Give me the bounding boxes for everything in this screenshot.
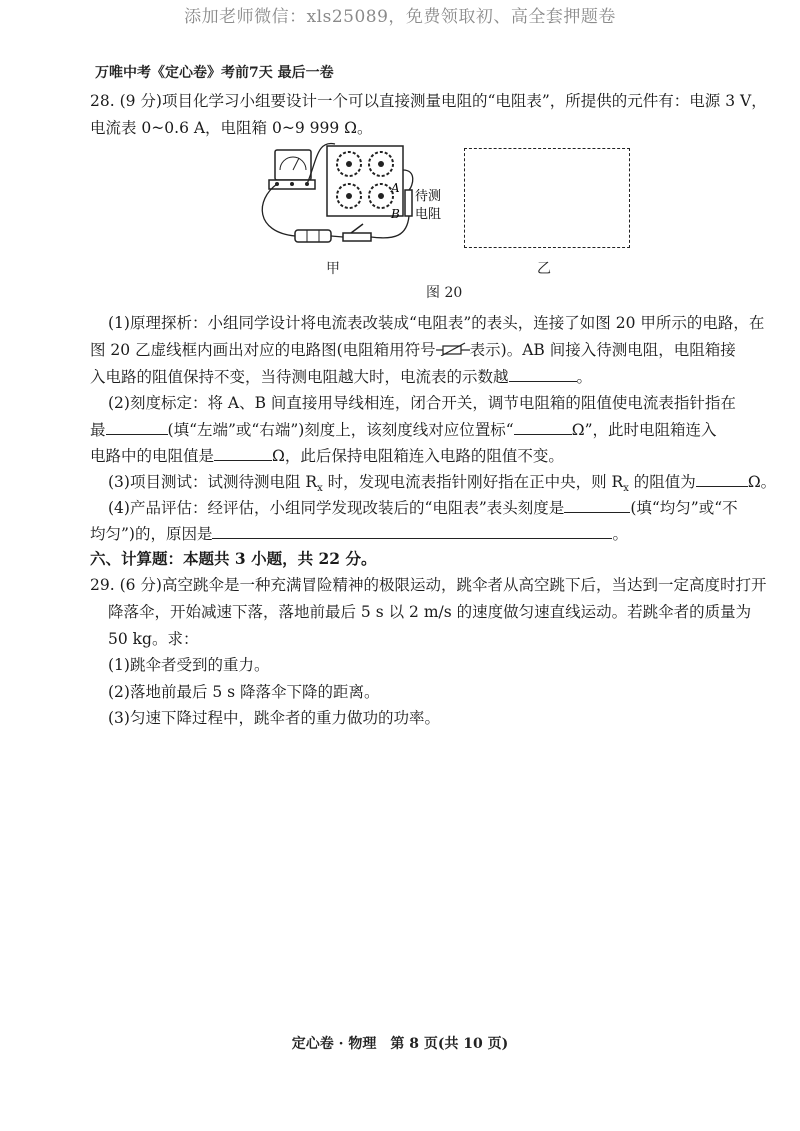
resistance-box-symbol-icon bbox=[436, 342, 470, 356]
answer-blank-7 bbox=[212, 523, 612, 539]
q29-line2: 降落伞，开始减速下落，落地前最后 5 s 以 2 m/s 的速度做匀速直线运动。若跳伞者的质量为 bbox=[108, 603, 752, 621]
q29-sub1: (1)跳伞者受到的重力。 bbox=[108, 656, 270, 674]
q28-p3-line: (3)项目测试：试测待测电阻 $R_x$ 时，发现电流表指针刚好指在正中央，则 $R_x$ 的阻值为 Ω。 bbox=[108, 473, 777, 495]
q28-p1-line3: 入电路的阻值保持不变，当待测电阻越大时，电流表的示数越 。 bbox=[90, 368, 593, 386]
q29-sub3: (3)匀速下降过程中，跳伞者的重力做功的功率。 bbox=[108, 709, 440, 727]
q28-p2-line3: 电路中的电阻值是 Ω，此后保持电阻箱连入电路的阻值不变。 bbox=[90, 447, 564, 465]
q28-line1: 28. (9 分)项目化学习小组要设计一个可以直接测量电阻的“电阻表”，所提供的元件有：电源 3 V， bbox=[90, 92, 767, 110]
q28-line2: 电流表 0~0.6 A，电阻箱 0~9 999 Ω。 bbox=[90, 119, 373, 137]
q28-p2-line1: (2)刻度标定：将 A、B 间直接用导线相连，闭合开关，调节电阻箱的阻值使电流表指针指在 bbox=[108, 394, 736, 412]
answer-blank-6 bbox=[564, 497, 630, 513]
figure-jia-circuit bbox=[255, 140, 455, 278]
switch-icon bbox=[343, 224, 371, 241]
figure-label-jia: 甲 bbox=[326, 261, 340, 277]
figure-label-yi: 乙 bbox=[537, 261, 551, 277]
ammeter-icon bbox=[269, 150, 315, 189]
figure-caption: 图 20 bbox=[426, 285, 463, 301]
battery-icon bbox=[295, 230, 331, 242]
answer-blank-1 bbox=[509, 366, 577, 382]
label-a: A bbox=[391, 181, 400, 195]
label-b: B bbox=[391, 207, 400, 221]
q29-sub2: (2)落地前最后 5 s 降落伞下降的距离。 bbox=[108, 683, 380, 701]
q29-line3: 50 kg。求： bbox=[108, 630, 199, 648]
q29-line1: 29. (6 分)高空跳伞是一种充满冒险精神的极限运动，跳伞者从高空跳下后，当达到一定高度时打开 bbox=[90, 576, 767, 594]
watermark-text: 添加老师微信：xls25089，免费领取初、高全套押题卷 bbox=[184, 7, 616, 27]
test-resistor-icon bbox=[405, 190, 412, 216]
section-6-heading: 六、计算题：本题共 3 小题，共 22 分。 bbox=[90, 549, 377, 568]
resistor-label-1: 待测 bbox=[415, 189, 442, 204]
answer-blank-3 bbox=[514, 419, 572, 435]
answer-blank-2 bbox=[106, 419, 168, 435]
q28-p1-line2: 图 20 乙虚线框内画出对应的电路图(电阻箱用符号 表示)。AB 间接入待测电阻，电阻箱接 bbox=[90, 341, 736, 359]
page-footer: 定心卷 · 物理 第 8 页(共 10 页) bbox=[291, 1036, 509, 1052]
q28-p4-line2: 均匀”)的，原因是 。 bbox=[90, 525, 628, 543]
answer-blank-4 bbox=[214, 445, 272, 461]
figure-yi-dashed-box bbox=[464, 148, 630, 248]
q28-p2-line2: 最 (填“左端”或“右端”)刻度上，该刻度线对应位置标“ Ω”，此时电阻箱连入 bbox=[90, 421, 717, 439]
page-header: 万唯中考《定心卷》考前7天 最后一卷 bbox=[95, 65, 334, 81]
q28-p4-line1: (4)产品评估：经评估，小组同学发现改装后的“电阻表”表头刻度是 (填“均匀”或“不 bbox=[108, 499, 738, 517]
q28-p1-line1: (1)原理探析：小组同学设计将电流表改装成“电阻表”的表头，连接了如图 20 甲所示的电路，在 bbox=[108, 314, 765, 332]
resistor-label-2: 电阻 bbox=[415, 207, 442, 222]
answer-blank-5 bbox=[696, 471, 748, 487]
